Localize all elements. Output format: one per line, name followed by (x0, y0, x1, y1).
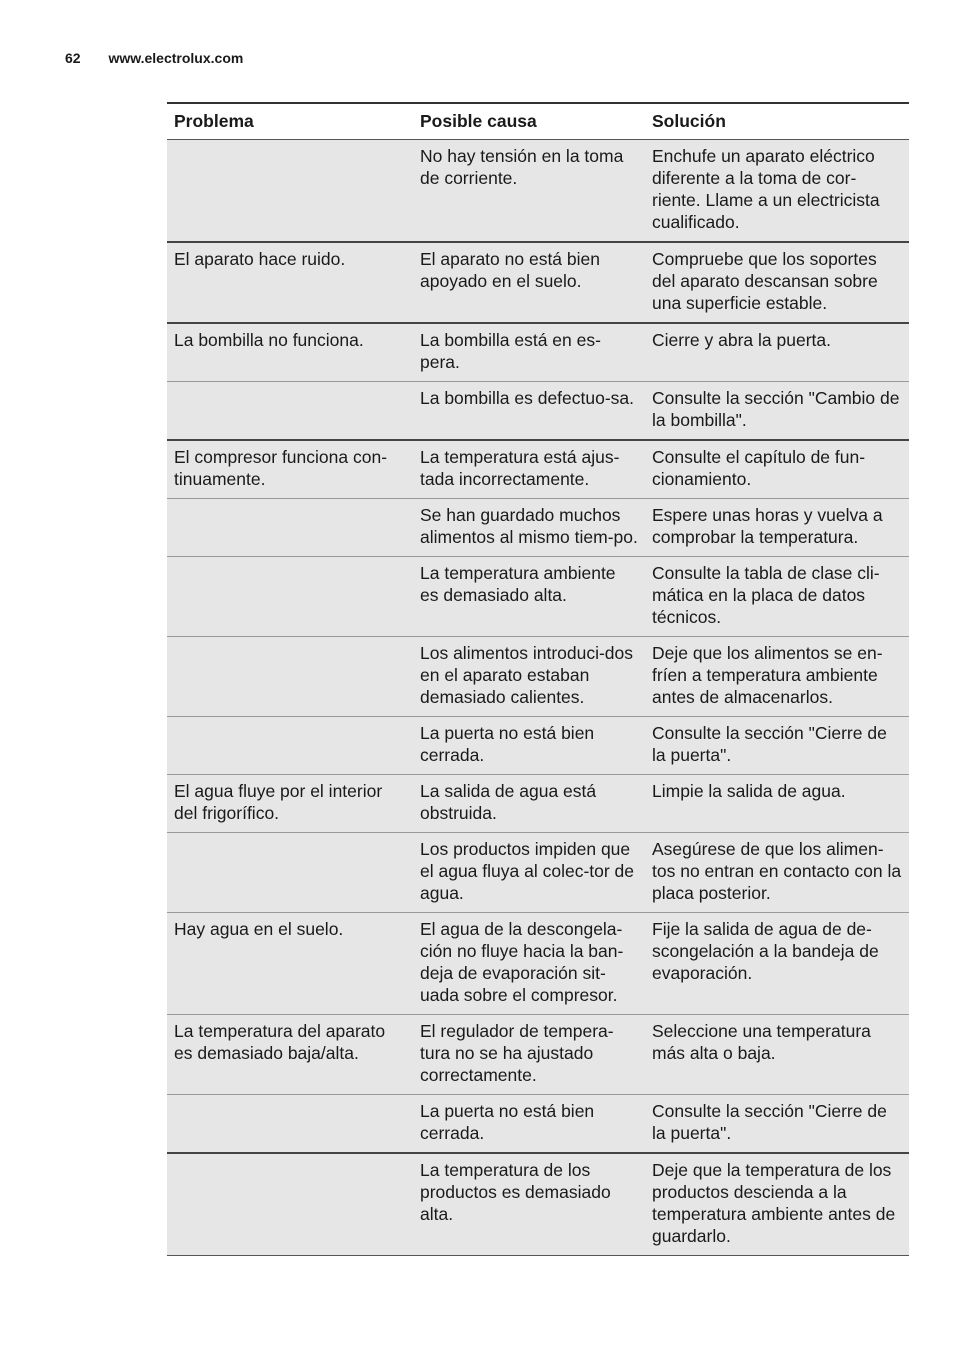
column-header-solution: Solución (645, 103, 909, 140)
cause-cell: Los alimentos introduci-dos en el aparato estaban demasiado calientes. (413, 637, 645, 717)
table-row (167, 1153, 909, 1256)
solution-cell: Compruebe que los soportes del aparato descansan sobre una superficie estable. (645, 242, 909, 323)
table-row (167, 557, 909, 637)
cause-cell: Se han guardado muchos alimentos al mismo tiem-po. (413, 499, 645, 557)
problem-cell: El compresor funciona con-tinuamente. (167, 440, 413, 499)
table-row (167, 1095, 909, 1154)
table-row (167, 1015, 909, 1095)
solution-cell: Cierre y abra la puerta. (645, 323, 909, 382)
problem-cell: La bombilla no funciona. (167, 323, 413, 382)
table-row (167, 717, 909, 775)
cause-cell: El aparato no está bien apoyado en el suelo. (413, 242, 645, 323)
page-number: 62 (65, 50, 81, 66)
website-url: www.electrolux.com (108, 50, 244, 66)
solution-cell: Espere unas horas y vuelva a comprobar la temperatura. (645, 499, 909, 557)
problem-cell: Hay agua en el suelo. (167, 913, 413, 1015)
table-row (167, 140, 909, 243)
cause-cell: La temperatura de los productos es demasiado alta. (413, 1153, 645, 1256)
problem-cell: El aparato hace ruido. (167, 242, 413, 323)
column-header-cause: Posible causa (413, 103, 645, 140)
page-header (65, 50, 243, 66)
table-row (167, 382, 909, 441)
table-row (167, 440, 909, 499)
problem-cell (167, 140, 413, 243)
problem-cell (167, 557, 413, 637)
problem-cell (167, 1095, 413, 1154)
troubleshooting-table (167, 102, 909, 1256)
column-header-problem: Problema (167, 103, 413, 140)
table-row (167, 833, 909, 913)
table-row (167, 913, 909, 1015)
table-row (167, 499, 909, 557)
solution-cell: Enchufe un aparato eléctrico diferente a la toma de cor-riente. Llame a un electricista cualificado. (645, 140, 909, 243)
solution-cell: Consulte el capítulo de fun-cionamiento. (645, 440, 909, 499)
solution-cell: Fije la salida de agua de de-scongelación a la bandeja de evaporación. (645, 913, 909, 1015)
cause-cell: La temperatura ambiente es demasiado alta. (413, 557, 645, 637)
table-row (167, 775, 909, 833)
solution-cell: Limpie la salida de agua. (645, 775, 909, 833)
cause-cell: La bombilla es defectuo-sa. (413, 382, 645, 441)
solution-cell: Consulte la sección "Cambio de la bombilla". (645, 382, 909, 441)
problem-cell (167, 382, 413, 441)
table-row (167, 323, 909, 382)
cause-cell: La puerta no está bien cerrada. (413, 717, 645, 775)
problem-cell: El agua fluye por el interior del frigorífico. (167, 775, 413, 833)
solution-cell: Consulte la sección "Cierre de la puerta". (645, 1095, 909, 1154)
cause-cell: Los productos impiden que el agua fluya al colec-tor de agua. (413, 833, 645, 913)
cause-cell: El agua de la descongela-ción no fluye hacia la ban-deja de evaporación sit-uada sobre el compresor. (413, 913, 645, 1015)
solution-cell: Deje que los alimentos se en-fríen a temperatura ambiente antes de almacenarlos. (645, 637, 909, 717)
cause-cell: La temperatura está ajus-tada incorrectamente. (413, 440, 645, 499)
problem-cell (167, 1153, 413, 1256)
problem-cell (167, 637, 413, 717)
table-header-row (167, 103, 909, 140)
cause-cell: La bombilla está en es-pera. (413, 323, 645, 382)
problem-cell (167, 833, 413, 913)
solution-cell: Deje que la temperatura de los productos descienda a la temperatura ambiente antes de guardarlo. (645, 1153, 909, 1256)
table-row (167, 637, 909, 717)
solution-cell: Asegúrese de que los alimen-tos no entran en contacto con la placa posterior. (645, 833, 909, 913)
problem-cell (167, 717, 413, 775)
problem-cell: La temperatura del aparato es demasiado baja/alta. (167, 1015, 413, 1095)
cause-cell: La salida de agua está obstruida. (413, 775, 645, 833)
solution-cell: Consulte la tabla de clase cli-mática en la placa de datos técnicos. (645, 557, 909, 637)
solution-cell: Consulte la sección "Cierre de la puerta". (645, 717, 909, 775)
table-row (167, 242, 909, 323)
cause-cell: La puerta no está bien cerrada. (413, 1095, 645, 1154)
solution-cell: Seleccione una temperatura más alta o baja. (645, 1015, 909, 1095)
cause-cell: No hay tensión en la toma de corriente. (413, 140, 645, 243)
problem-cell (167, 499, 413, 557)
cause-cell: El regulador de tempera-tura no se ha ajustado correctamente. (413, 1015, 645, 1095)
